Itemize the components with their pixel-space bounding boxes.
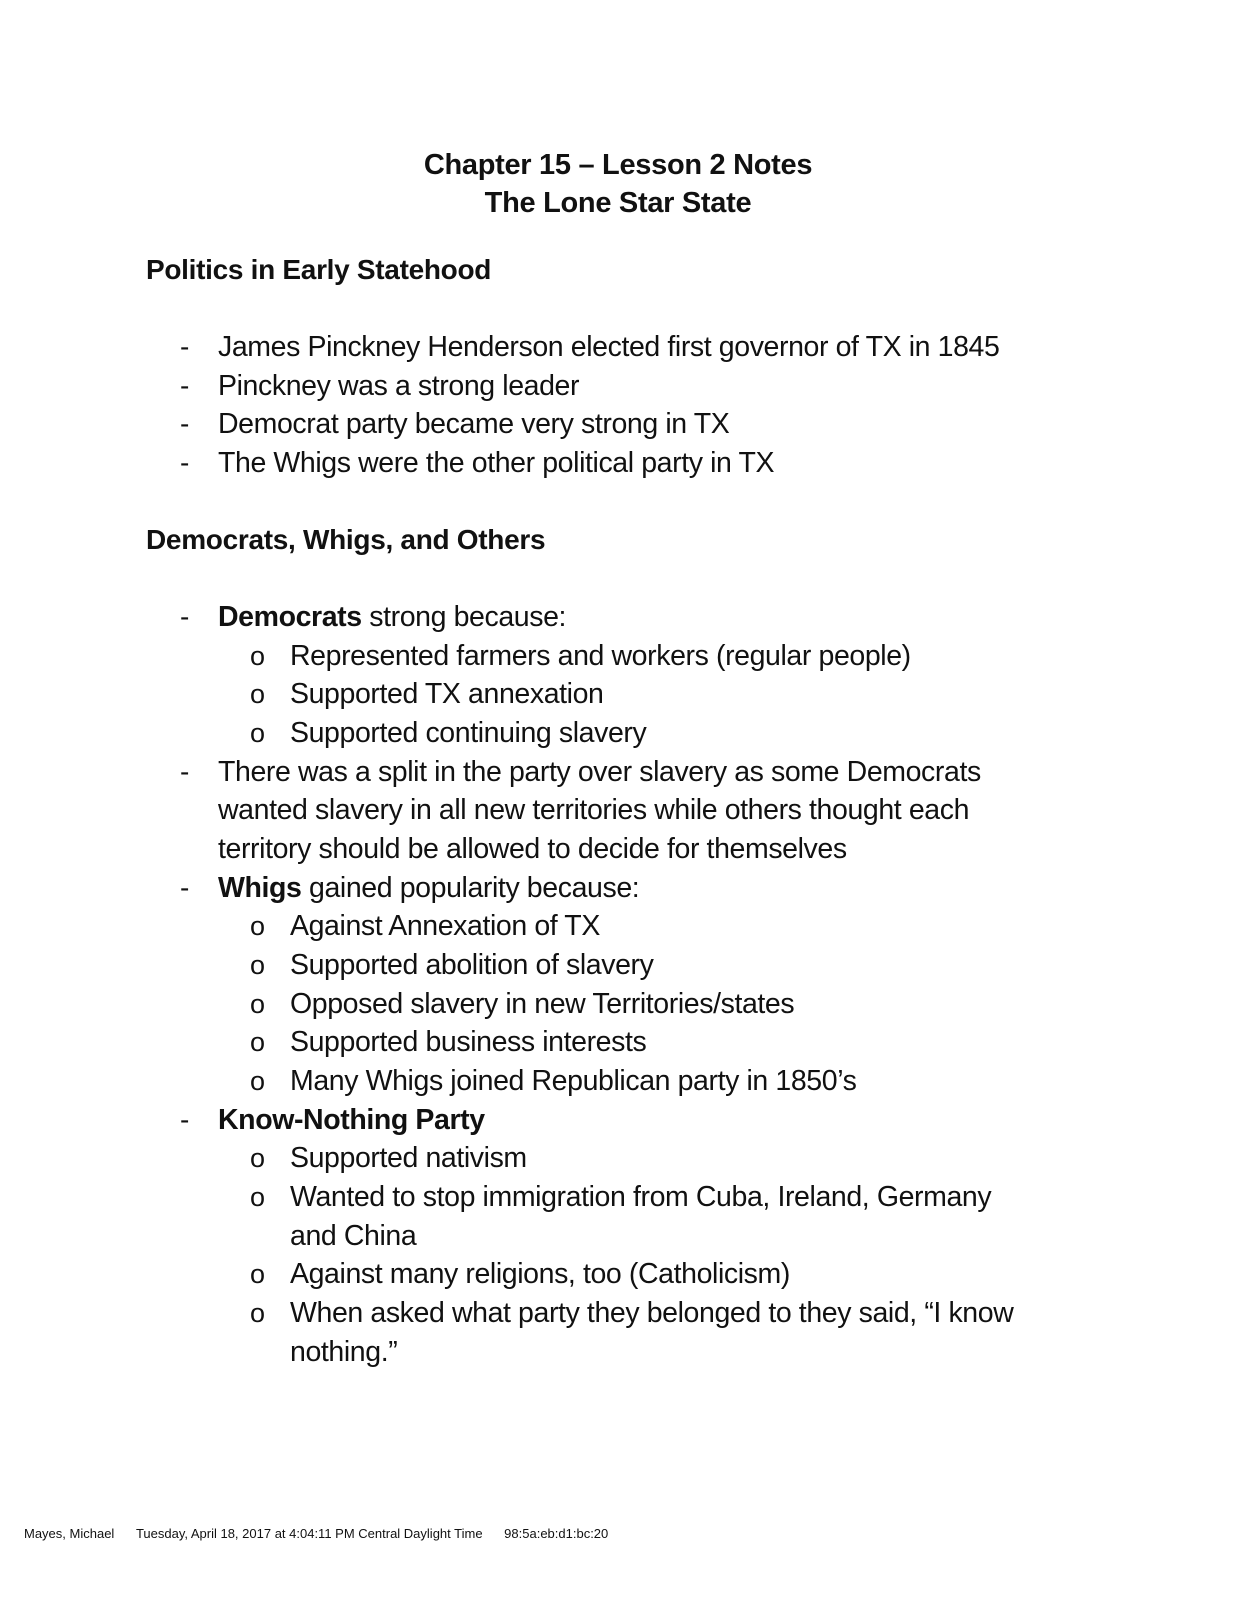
whigs-text: gained popularity because: <box>301 872 640 904</box>
bullet-dash: - <box>180 872 190 903</box>
sub-bullet-circle: o <box>250 950 266 980</box>
sub-list-item: When asked what party they belonged to they said, “I know <box>290 1297 1014 1329</box>
list-item-democrats <box>218 598 566 636</box>
footer-user-name: Mayes, Michael <box>24 1526 115 1541</box>
list-item-know-nothing: Know-Nothing Party <box>218 1104 485 1136</box>
sub-list-item: Represented farmers and workers (regular people) <box>290 640 911 672</box>
bullet-dash: - <box>180 408 190 439</box>
document-subtitle: The Lone Star State <box>484 187 752 219</box>
sub-list-item: Against Annexation of TX <box>290 910 600 942</box>
list-item-whigs <box>218 869 639 907</box>
democrats-label: Democrats <box>218 601 362 633</box>
bullet-dash: - <box>180 331 190 362</box>
sub-list-item-continuation: nothing.” <box>290 1336 398 1368</box>
sub-list-item: Supported abolition of slavery <box>290 949 654 981</box>
sub-bullet-circle: o <box>250 1259 266 1289</box>
sub-bullet-circle: o <box>250 718 266 748</box>
bullet-dash: - <box>180 447 190 478</box>
sub-list-item: Opposed slavery in new Territories/states <box>290 988 795 1020</box>
sub-list-item: Supported TX annexation <box>290 678 604 710</box>
print-footer <box>24 1525 608 1543</box>
bullet-dash: - <box>180 601 190 632</box>
sub-list-item: Many Whigs joined Republican party in 1850’s <box>290 1065 857 1097</box>
sub-bullet-circle: o <box>250 679 266 709</box>
bullet-dash: - <box>180 1104 190 1135</box>
list-item: The Whigs were the other political party in TX <box>218 447 775 479</box>
sub-bullet-circle: o <box>250 1182 266 1212</box>
sub-list-item: Supported continuing slavery <box>290 717 647 749</box>
sub-bullet-circle: o <box>250 1066 266 1096</box>
sub-list-item: Wanted to stop immigration from Cuba, Ireland, Germany <box>290 1181 992 1213</box>
list-item-split-line1: There was a split in the party over slavery as some Democrats <box>218 756 981 788</box>
document-title: Chapter 15 – Lesson 2 Notes <box>423 149 813 181</box>
bullet-dash: - <box>180 370 190 401</box>
sub-bullet-circle: o <box>250 911 266 941</box>
list-item: Pinckney was a strong leader <box>218 370 580 402</box>
sub-bullet-circle: o <box>250 989 266 1019</box>
footer-device-id: 98:5a:eb:d1:bc:20 <box>504 1526 609 1541</box>
sub-bullet-circle: o <box>250 1143 266 1173</box>
whigs-label: Whigs <box>218 872 302 904</box>
democrats-text: strong because: <box>361 601 567 633</box>
section-heading-parties: Democrats, Whigs, and Others <box>146 524 546 555</box>
list-item: James Pinckney Henderson elected first governor of TX in 1845 <box>218 331 1000 363</box>
sub-list-item: Supported nativism <box>290 1142 527 1174</box>
sub-list-item: Supported business interests <box>290 1026 647 1058</box>
bullet-dash: - <box>180 756 190 787</box>
sub-list-item-continuation: and China <box>290 1220 417 1252</box>
footer-timestamp: Tuesday, April 18, 2017 at 4:04:11 PM Central Daylight Time <box>135 1526 483 1541</box>
sub-list-item: Against many religions, too (Catholicism) <box>290 1258 790 1290</box>
list-item-split-line3: territory should be allowed to decide for themselves <box>218 833 847 865</box>
sub-bullet-circle: o <box>250 1027 266 1057</box>
list-item-split-line2: wanted slavery in all new territories while others thought each <box>218 794 970 826</box>
sub-bullet-circle: o <box>250 1298 266 1328</box>
sub-bullet-circle: o <box>250 641 266 671</box>
list-item: Democrat party became very strong in TX <box>218 408 730 440</box>
section-heading-politics: Politics in Early Statehood <box>146 254 492 285</box>
